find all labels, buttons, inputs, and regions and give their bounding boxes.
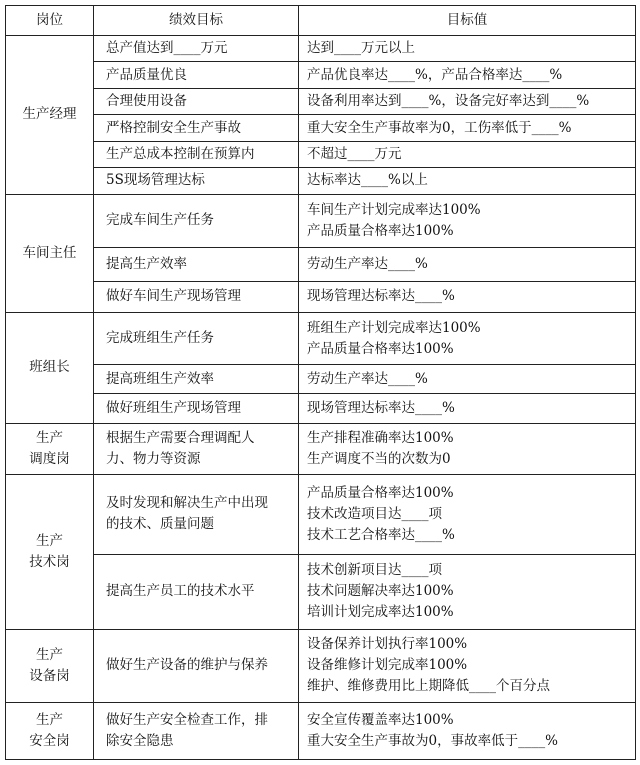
target-value-text: 技术改造项目达____项 <box>307 505 442 522</box>
table-row <box>6 629 636 702</box>
goal-text: 完成车间生产任务 <box>106 212 214 229</box>
target-value-cell <box>299 141 636 167</box>
header-role: 岗位 <box>6 6 94 36</box>
goal-text: 提高班组生产效率 <box>106 370 214 387</box>
goal-cell <box>94 554 299 629</box>
role-safety <box>6 702 94 759</box>
table-row <box>6 168 636 194</box>
target-value-cell <box>299 424 636 475</box>
table-row <box>6 88 636 114</box>
header-value: 目标值 <box>299 6 636 36</box>
table-row <box>6 62 636 88</box>
goal-text: 做好班组生产现场管理 <box>106 400 241 417</box>
target-value-text: 劳动生产率达____% <box>307 255 428 272</box>
goal-text: 严格控制安全生产事故 <box>106 119 241 136</box>
goal-cell <box>94 393 299 424</box>
goal-cell <box>94 168 299 194</box>
role-label-line: 生产 <box>36 646 63 663</box>
role-workshop-director <box>6 194 94 312</box>
table-row <box>6 475 636 554</box>
target-value-text: 培训计划完成率达100% <box>307 604 454 621</box>
target-value-cell <box>299 168 636 194</box>
goal-text: 总产值达到____万元 <box>106 40 228 57</box>
role-equipment <box>6 629 94 702</box>
table-row <box>6 393 636 424</box>
target-value-text: 班组生产计划完成率达100% <box>307 319 481 336</box>
goal-text: 合理使用设备 <box>106 93 187 110</box>
target-value-cell <box>299 194 636 247</box>
role-label-line: 调度岗 <box>29 451 70 468</box>
target-value-text: 设备保养计划执行率100% <box>307 636 468 653</box>
goal-cell <box>94 424 299 475</box>
header-goal: 绩效目标 <box>94 6 299 36</box>
target-value-text: 重大安全生产事故为0，事故率低于____% <box>307 732 558 749</box>
target-value-text: 现场管理达标率达____% <box>307 400 455 417</box>
goal-cell <box>94 312 299 365</box>
table-row <box>6 312 636 365</box>
table-row <box>6 141 636 167</box>
target-value-cell <box>299 115 636 141</box>
goal-cell <box>94 247 299 282</box>
target-value-cell <box>299 629 636 702</box>
table-row <box>6 115 636 141</box>
target-value-text: 生产排程准确率达100% <box>307 430 454 447</box>
goal-cell <box>94 702 299 759</box>
goal-cell <box>94 475 299 554</box>
goal-text: 做好生产安全检查工作，排 <box>106 711 268 728</box>
target-value-text: 维护、维修费用比上期降低____个百分点 <box>307 678 550 695</box>
table-body <box>6 36 636 760</box>
target-value-cell <box>299 88 636 114</box>
role-label-line: 设备岗 <box>29 667 70 684</box>
header-row <box>6 6 636 36</box>
target-value-cell <box>299 62 636 88</box>
target-value-cell <box>299 282 636 313</box>
target-value-cell <box>299 247 636 282</box>
role-label-line: 技术岗 <box>29 554 70 570</box>
target-value-text: 重大安全生产事故率为0，工伤率低于____% <box>307 119 572 136</box>
target-value-text: 产品优良率达____%，产品合格率达____% <box>307 66 563 83</box>
goal-text: 完成班组生产任务 <box>106 330 214 346</box>
goal-cell <box>94 88 299 114</box>
target-value-cell <box>299 365 636 393</box>
goal-text: 生产总成本控制在预算内 <box>106 145 255 162</box>
table-row <box>6 247 636 282</box>
target-value-text: 不超过____万元 <box>307 145 402 162</box>
performance-table <box>5 5 636 760</box>
role-label-line: 班组长 <box>29 359 70 376</box>
target-value-text: 生产调度不当的次数为0 <box>307 451 451 468</box>
role-label-line: 生产 <box>36 711 63 728</box>
goal-cell <box>94 282 299 313</box>
goal-text: 提高生产效率 <box>106 255 187 272</box>
target-value-text: 现场管理达标率达____% <box>307 288 455 305</box>
target-value-text: 达到____万元以上 <box>307 40 415 57</box>
goal-cell <box>94 36 299 62</box>
role-technical <box>6 475 94 630</box>
role-label-line: 车间主任 <box>22 244 77 261</box>
target-value-cell <box>299 36 636 62</box>
goal-cell <box>94 115 299 141</box>
goal-text: 及时发现和解决生产中出现 <box>106 495 268 512</box>
goal-text: 力、物力等资源 <box>106 451 201 468</box>
role-label-line: 生产经理 <box>22 106 77 123</box>
goal-cell <box>94 194 299 247</box>
goal-text: 除安全隐患 <box>106 732 174 749</box>
target-value-text: 技术创新项目达____项 <box>307 562 442 579</box>
goal-cell <box>94 141 299 167</box>
table-row <box>6 194 636 247</box>
target-value-text: 劳动生产率达____% <box>307 370 428 387</box>
goal-text: 做好车间生产现场管理 <box>106 288 241 305</box>
goal-cell <box>94 365 299 393</box>
role-dispatch <box>6 424 94 475</box>
target-value-text: 技术问题解决率达100% <box>307 583 454 600</box>
target-value-text: 产品质量合格率达100% <box>307 222 454 239</box>
goal-cell <box>94 62 299 88</box>
target-value-text: 产品质量合格率达100% <box>307 484 454 501</box>
table-row <box>6 282 636 313</box>
goal-text: 产品质量优良 <box>106 66 187 83</box>
target-value-cell <box>299 312 636 365</box>
target-value-cell <box>299 475 636 554</box>
goal-text: 做好生产设备的维护与保养 <box>106 657 268 674</box>
target-value-cell <box>299 393 636 424</box>
role-label-line: 生产 <box>36 533 63 549</box>
target-value-cell <box>299 702 636 759</box>
target-value-text: 安全宣传覆盖率达100% <box>307 711 454 728</box>
table-row <box>6 424 636 475</box>
table-row <box>6 36 636 62</box>
goal-text: 的技术、质量问题 <box>106 516 214 533</box>
goal-text: 提高生产员工的技术水平 <box>106 583 255 600</box>
role-label-line: 安全岗 <box>29 732 70 749</box>
target-value-text: 设备维修计划完成率100% <box>307 657 468 674</box>
target-value-text: 产品质量合格率达100% <box>307 340 454 357</box>
target-value-text: 技术工艺合格率达____% <box>307 526 455 543</box>
goal-cell <box>94 629 299 702</box>
table-row <box>6 365 636 393</box>
role-label-line: 生产 <box>36 430 63 447</box>
goal-text: 5S现场管理达标 <box>106 172 205 189</box>
table-row <box>6 702 636 759</box>
target-value-text: 车间生产计划完成率达100% <box>307 201 481 218</box>
target-value-text: 设备利用率达到____%，设备完好率达到____% <box>307 93 590 110</box>
goal-text: 根据生产需要合理调配人 <box>106 430 255 447</box>
target-value-cell <box>299 554 636 629</box>
role-team-leader <box>6 312 94 424</box>
target-value-text: 达标率达____%以上 <box>307 172 428 189</box>
table-row <box>6 554 636 629</box>
role-production-manager <box>6 36 94 195</box>
